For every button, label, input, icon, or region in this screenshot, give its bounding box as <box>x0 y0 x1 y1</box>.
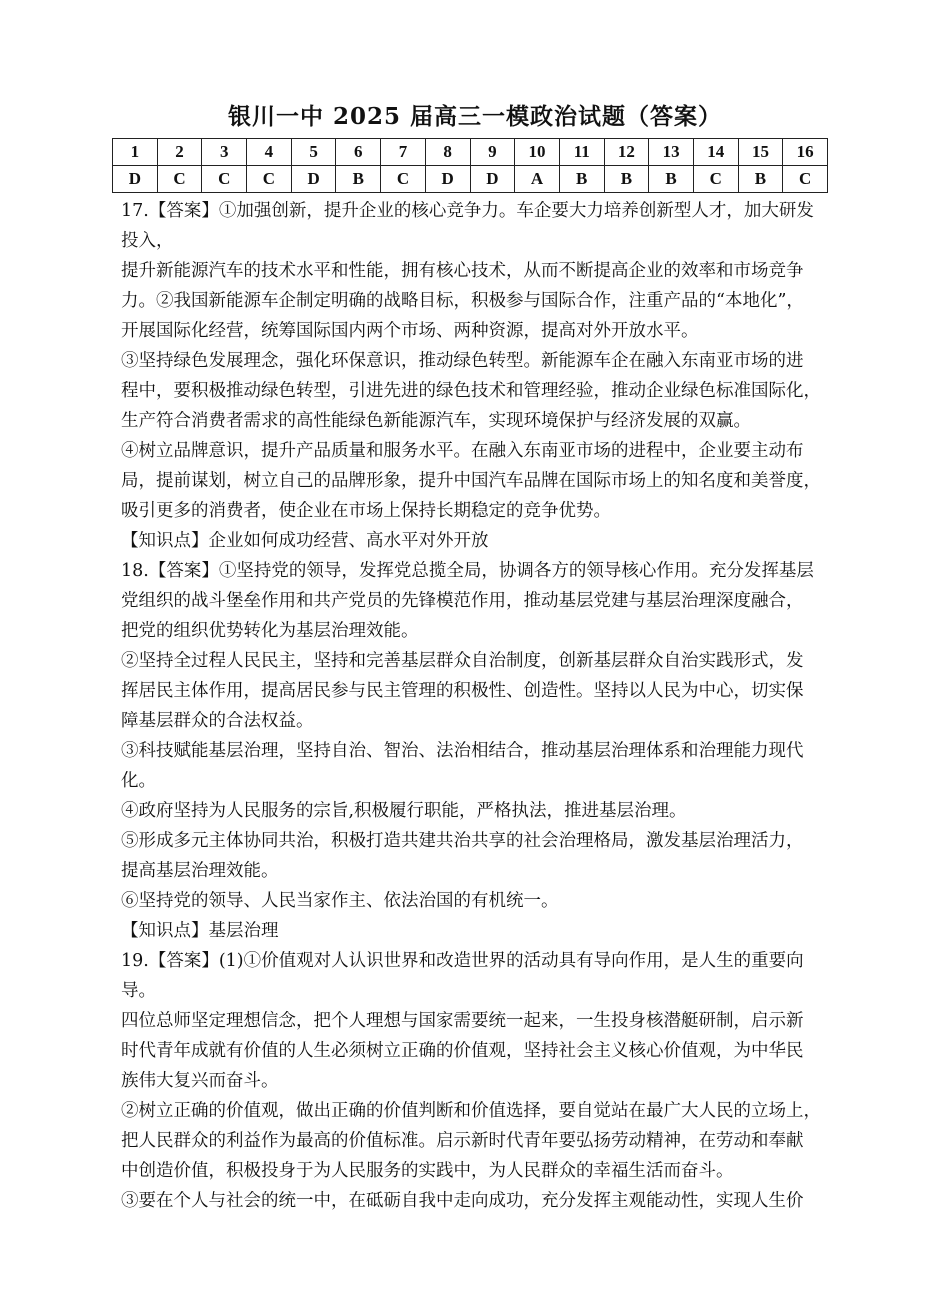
answer-cell: D <box>470 166 515 193</box>
text-line: 挥居民主体作用，提高居民参与民主管理的积极性、创造性。坚持以人民为中心，切实保 <box>121 681 804 701</box>
text-line: 程中，要积极推动绿色转型，引进先进的绿色技术和管理经验，推动企业绿色标准国际化， <box>121 381 821 401</box>
text-line: ③要在个人与社会的统一中，在砥砺自我中走向成功，充分发挥主观能动性，实现人生价 <box>121 1191 804 1211</box>
question-number: 5 <box>291 139 336 166</box>
answer-cell: B <box>649 166 694 193</box>
question-number: 10 <box>515 139 560 166</box>
answer-cell: D <box>425 166 470 193</box>
answer-cell: D <box>291 166 336 193</box>
text-line: 党组织的战斗堡垒作用和共产党员的先锋模范作用，推动基层党建与基层治理深度融合， <box>121 591 804 611</box>
text-line: ③坚持绿色发展理念，强化环保意识，推动绿色转型。新能源车企在融入东南亚市场的进 <box>121 351 804 371</box>
text-line: 时代青年成就有价值的人生必须树立正确的价值观，坚持社会主义核心价值观，为中华民 <box>121 1041 804 1061</box>
text-line: 开展国际化经营，统筹国际国内两个市场、两种资源，提高对外开放水平。 <box>121 321 699 341</box>
answer-cell: B <box>604 166 649 193</box>
question-number: 8 <box>425 139 470 166</box>
question-number: 2 <box>157 139 202 166</box>
text-line: 提升新能源汽车的技术水平和性能，拥有核心技术，从而不断提高企业的效率和市场竞争 <box>121 261 804 281</box>
text-line: 局，提前谋划，树立自己的品牌形象，提升中国汽车品牌在国际市场上的知名度和美誉度， <box>121 471 821 491</box>
text-line: 投入， <box>121 231 174 251</box>
question-number: 16 <box>783 139 828 166</box>
text-line: ⑤形成多元主体协同共治，积极打造共建共治共享的社会治理格局，激发基层治理活力， <box>121 831 804 851</box>
text-line: 四位总师坚定理想信念，把个人理想与国家需要统一起来，一生投身核潜艇研制，启示新 <box>121 1011 804 1031</box>
text-line: ②树立正确的价值观，做出正确的价值判断和价值选择，要自觉站在最广大人民的立场上， <box>121 1101 821 1121</box>
text-line: 吸引更多的消费者，使企业在市场上保持长期稳定的竞争优势。 <box>121 501 611 521</box>
text-line: 19.【答案】(1)①价值观对人认识世界和改造世界的活动具有导向作用，是人生的重要向导。 <box>121 951 804 1001</box>
answer-cell: B <box>559 166 604 193</box>
text-line: ③科技赋能基层治理，坚持自治、智治、法治相结合，推动基层治理体系和治理能力现代 <box>121 741 804 761</box>
question-number: 15 <box>738 139 783 166</box>
answer-cell: C <box>693 166 738 193</box>
question-number: 1 <box>113 139 158 166</box>
text-line: 生产符合消费者需求的高性能绿色新能源汽车，实现环境保护与经济发展的双赢。 <box>121 411 751 431</box>
text-line: ⑥坚持党的领导、人民当家作主、依法治国的有机统一。 <box>121 891 559 911</box>
answer-cell: C <box>202 166 247 193</box>
answer-cell: C <box>247 166 292 193</box>
text-line: 族伟大复兴而奋斗。 <box>121 1071 279 1091</box>
answer-cell: B <box>738 166 783 193</box>
question-number: 13 <box>649 139 694 166</box>
answer-cell: B <box>336 166 381 193</box>
question-number: 3 <box>202 139 247 166</box>
answer-body <box>121 196 833 1216</box>
knowledge-point: 【知识点】基层治理 <box>121 921 279 941</box>
text-line: 18.【答案】①坚持党的领导，发挥党总揽全局，协调各方的领导核心作用。充分发挥基层 <box>121 561 814 581</box>
text-line: ④政府坚持为人民服务的宗旨,积极履行职能，严格执法，推进基层治理。 <box>121 801 687 821</box>
knowledge-point: 【知识点】企业如何成功经营、高水平对外开放 <box>121 531 489 551</box>
text-line: 17.【答案】①加强创新，提升企业的核心竞争力。车企要大力培养创新型人才，加大研发 <box>121 201 814 221</box>
question-number: 9 <box>470 139 515 166</box>
text-line: ②坚持全过程人民民主，坚持和完善基层群众自治制度，创新基层群众自治实践形式，发 <box>121 651 804 671</box>
question-number: 7 <box>381 139 426 166</box>
answer-cell: A <box>515 166 560 193</box>
answer-cell: C <box>381 166 426 193</box>
text-line: 提高基层治理效能。 <box>121 861 279 881</box>
answer-cell: C <box>783 166 828 193</box>
page-title: 银川一中 2025 届高三一模政治试题（答案） <box>227 103 723 130</box>
text-line: 把人民群众的利益作为最高的价值标准。启示新时代青年要弘扬劳动精神，在劳动和奉献 <box>121 1131 804 1151</box>
answer-cell: D <box>113 166 158 193</box>
answer-table-answer-row <box>113 166 828 193</box>
text-line: 中创造价值，积极投身于为人民服务的实践中，为人民群众的幸福生活而奋斗。 <box>121 1161 734 1181</box>
text-line: 化。 <box>121 771 156 791</box>
text-line: ④树立品牌意识，提升产品质量和服务水平。在融入东南亚市场的进程中，企业要主动布 <box>121 441 804 461</box>
question-number: 6 <box>336 139 381 166</box>
question-number: 14 <box>693 139 738 166</box>
answer-table <box>112 138 828 193</box>
question-number: 12 <box>604 139 649 166</box>
text-line: 障基层群众的合法权益。 <box>121 711 314 731</box>
question-number: 4 <box>247 139 292 166</box>
text-line: 力。②我国新能源车企制定明确的战略目标，积极参与国际合作，注重产品的“本地化”， <box>121 291 804 311</box>
answer-cell: C <box>157 166 202 193</box>
question-number: 11 <box>559 139 604 166</box>
text-line: 把党的组织优势转化为基层治理效能。 <box>121 621 419 641</box>
answer-table-number-row <box>113 139 828 166</box>
